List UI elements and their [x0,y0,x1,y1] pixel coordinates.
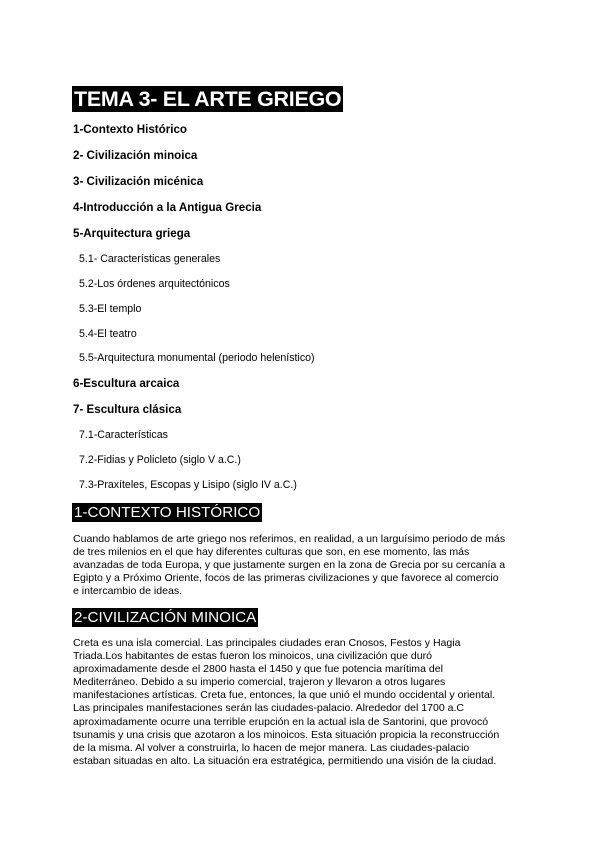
toc-subitem: 5.2-Los órdenes arquitectónicos [79,278,230,290]
text-line: Triada.Los habitantes de estas fueron los minoicos, una civilización que duró [73,650,432,663]
text-line: tsunamis y una crisis que azotaron a los minoicos. Esta situación propicia la reconstrucción [73,728,500,741]
toc-subitem: 5.5-Arquitectura monumental (periodo helenístico) [79,352,315,364]
toc-item: 1-Contexto Histórico [73,123,188,136]
toc-subitem: 7.3-Praxíteles, Escopas y Lisipo (siglo IV a.C.) [79,479,297,491]
toc-subitem: 7.1-Características [79,429,168,441]
text-line: e intercambio de ideas. [73,585,183,598]
text-line: avanzadas de toda Europa, y que justamente surgen en la zona de Grecia por su cercanía a [73,559,506,572]
toc-item: 5-Arquitectura griega [73,227,191,240]
text-line: Egipto y a Próximo Oriente, focos de las primeras civilizaciones y que favorece al comercio [73,572,499,585]
text-line: Cuando hablamos de arte griego nos referimos, en realidad, a un larguísimo periodo de más [73,533,506,545]
toc-subitem: 7.2-Fidias y Policleto (siglo V a.C.) [79,454,241,466]
text-line: Creta es una isla comercial. Las principales ciudades eran Cnosos, Festos y Hagia [73,637,461,649]
toc-subitem: 5.4-El teatro [79,328,137,340]
toc-item: 4-Introducción a la Antigua Grecia [73,201,262,214]
toc-item: 2- Civilización minoica [73,149,198,162]
section-paragraph [73,637,533,768]
text-line: aproximadamente ocurre una terrible erupción en la actual isla de Santorini, que provocó [73,715,489,728]
text-line: estaban situadas en alto. La situación era estratégica, permitiendo una visión de la ciudad. [73,754,497,767]
toc-subitem: 5.3-El templo [79,303,142,315]
text-line: manifestaciones artísticas. Creta fue, entonces, la que unió el mundo occidental y oriental. [73,689,496,702]
text-line: Las principales manifestaciones serán las ciudades-palacio. Alrededor del 1700 a.C [73,702,465,715]
section-heading: 1-CONTEXTO HISTÓRICO [74,504,261,521]
section-paragraph [73,533,533,598]
section-heading: 2-CIVILIZACIÓN MINOICA [74,609,257,626]
document-title: TEMA 3- EL ARTE GRIEGO [74,87,342,111]
toc-item: 3- Civilización micénica [73,175,204,188]
text-line: de tres milenios en el que hay diferentes culturas que son, en ese momento, las más [73,546,470,559]
text-line: Mediterráneo. Debido a su imperio comercial, trajeron y llevaron a otros lugares [73,676,446,689]
text-line: aproximadamente desde el 2800 hasta el 1450 y que fue potencia marítima del [73,663,443,676]
text-line: de la misma. Al volver a construirla, lo hacen de mejor manera. Las ciudades-palacio [73,741,470,754]
toc-item: 7- Escultura clásica [73,403,182,416]
toc-item: 6-Escultura arcaica [73,377,180,390]
toc-subitem: 5.1- Características generales [79,253,221,265]
